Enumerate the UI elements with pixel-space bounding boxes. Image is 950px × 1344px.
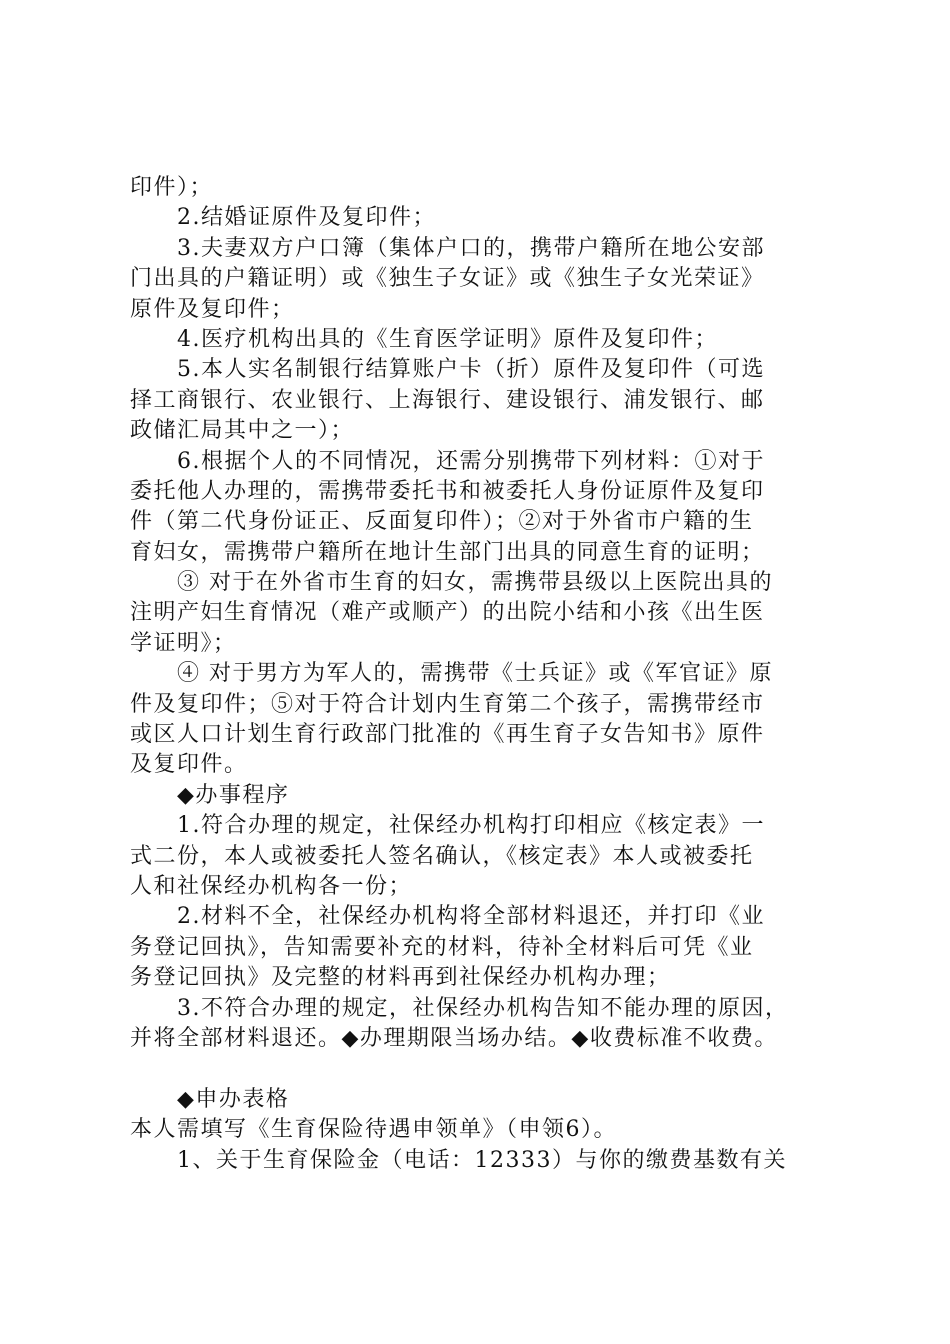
text-line: 2.结婚证原件及复印件； — [177, 205, 436, 231]
text-line: 1.符合办理的规定，社保经办机构打印相应《核定表》一 — [177, 813, 765, 839]
text-line: 人和社保经办机构各一份； — [130, 873, 413, 899]
text-line: 式二份，本人或被委托人签名确认，《核定表》本人或被委托 — [130, 843, 754, 869]
text-line: 原件及复印件； — [130, 296, 295, 322]
text-line: 1、关于生育保险金（电话：12333）与你的缴费基数有关 — [177, 1147, 787, 1173]
text-line: 3.不符合办理的规定，社保经办机构告知不能办理的原因， — [177, 995, 789, 1021]
text-line: 育妇女，需携带户籍所在地计生部门出具的同意生育的证明； — [130, 539, 765, 565]
text-line: 3.夫妻双方户口簿（集体户口的，携带户籍所在地公安部 — [177, 235, 765, 261]
text-line: 务登记回执》及完整的材料再到社保经办机构办理； — [130, 965, 671, 991]
text-line: ③ 对于在外省市生育的妇女，需携带县级以上医院出具的 — [177, 570, 773, 596]
paragraph-gap — [130, 1054, 840, 1084]
text-line: 件及复印件；⑤对于符合计划内生育第二个孩子，需携带经市 — [130, 691, 765, 717]
text-line: 择工商银行、农业银行、上海银行、建设银行、浦发银行、邮 — [130, 387, 765, 413]
text-line: 政储汇局其中之一）； — [130, 418, 355, 444]
section-heading: ◆办事程序 — [177, 782, 290, 808]
text-line: 及复印件。 — [130, 752, 248, 778]
text-line: 并将全部材料退还。◆办理期限当场办结。◆收费标准不收费。 — [130, 1025, 778, 1051]
section-heading: ◆申办表格 — [177, 1086, 290, 1112]
text-line: 本人需填写《生育保险待遇申领单》（申领6）。 — [130, 1117, 617, 1143]
text-line: 或区人口计划生育行政部门批准的《再生育子女告知书》原件 — [130, 722, 765, 748]
text-line: 5.本人实名制银行结算账户卡（折）原件及复印件（可选 — [177, 357, 765, 383]
text-line: 2.材料不全，社保经办机构将全部材料退还，并打印《业 — [177, 904, 765, 930]
text-line: 注明产妇生育情况（难产或顺产）的出院小结和小孩《出生医 — [130, 600, 765, 626]
text-line: 委托他人办理的，需携带委托书和被委托人身份证原件及复印 — [130, 478, 765, 504]
text-line: ④ 对于男方为军人的，需携带《士兵证》或《军官证》原 — [177, 661, 773, 687]
text-line: 件（第二代身份证正、反面复印件）；②对于外省市户籍的生 — [130, 509, 754, 535]
document-body — [130, 173, 840, 1176]
text-line: 4.医疗机构出具的《生育医学证明》原件及复印件； — [177, 326, 718, 352]
text-line: 印件）； — [130, 175, 214, 200]
text-line: 6.根据个人的不同情况，还需分别携带下列材料：①对于 — [177, 448, 765, 474]
text-line: 务登记回执》，告知需要补充的材料，待补全材料后可凭《业 — [130, 934, 754, 960]
text-line: 学证明》； — [130, 630, 237, 656]
text-line: 门出具的户籍证明）或《独生子女证》或《独生子女光荣证》 — [130, 266, 765, 292]
